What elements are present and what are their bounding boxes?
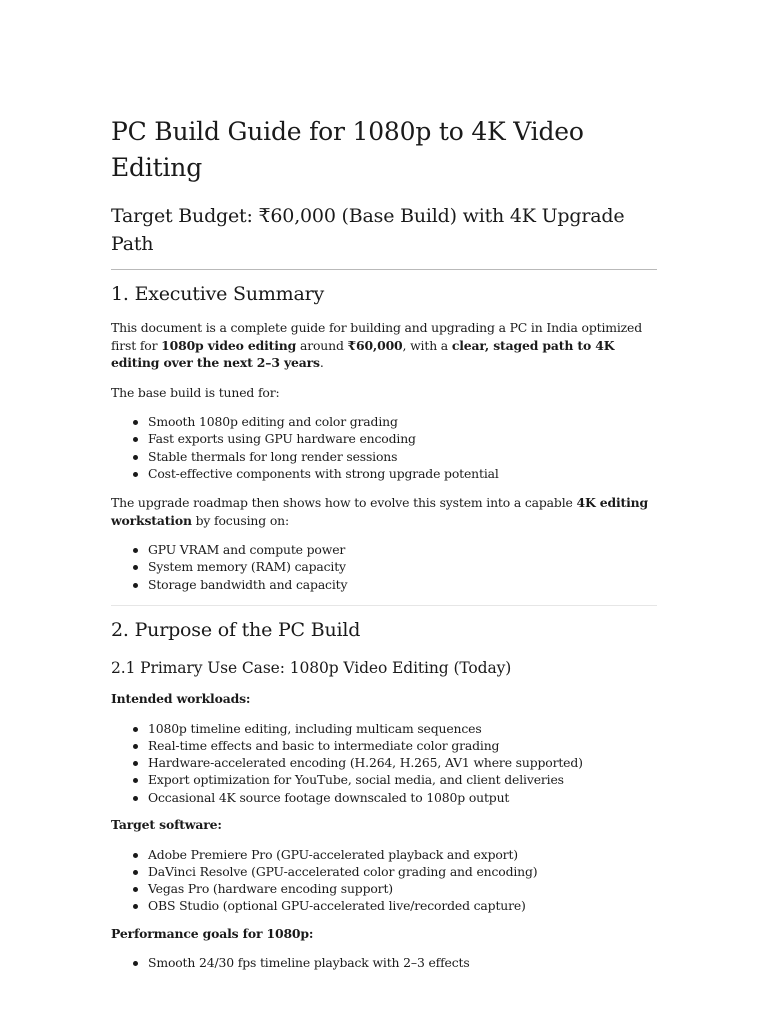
list-item: Storage bandwidth and capacity bbox=[148, 576, 657, 593]
software-label: Target software: bbox=[111, 817, 222, 833]
goals-list bbox=[111, 954, 657, 971]
document-title: PC Build Guide for 1080p to 4K Video Editing bbox=[111, 117, 584, 182]
list-item: Smooth 24/30 fps timeline playback with 2–3 effects bbox=[148, 954, 657, 971]
roadmap-list bbox=[111, 541, 657, 593]
list-item: Occasional 4K source footage downscaled to 1080p output bbox=[148, 789, 657, 806]
list-item: Vegas Pro (hardware encoding support) bbox=[148, 880, 657, 897]
list-item: GPU VRAM and compute power bbox=[148, 541, 657, 558]
list-item: 1080p timeline editing, including multicam sequences bbox=[148, 720, 657, 737]
intro-text: This document is a complete guide for building and upgrading a PC in India optimized first for bbox=[111, 320, 643, 353]
roadmap-text: by focusing on: bbox=[191, 512, 289, 528]
list-item: Hardware-accelerated encoding (H.264, H.265, AV1 where supported) bbox=[148, 754, 657, 771]
software-list bbox=[111, 846, 657, 915]
list-item: OBS Studio (optional GPU-accelerated live/recorded capture) bbox=[148, 897, 657, 914]
intro-bold-budget: ₹60,000 bbox=[347, 337, 403, 353]
goals-label: Performance goals for 1080p: bbox=[111, 925, 314, 941]
executive-summary-intro bbox=[111, 319, 657, 372]
section-heading-executive-summary: 1. Executive Summary bbox=[111, 283, 325, 305]
list-item: Export optimization for YouTube, social media, and client deliveries bbox=[148, 771, 657, 788]
tuned-for-label: The base build is tuned for: bbox=[111, 384, 280, 400]
intro-text: . bbox=[319, 355, 324, 370]
subsection-heading-primary-use-case: 2.1 Primary Use Case: 1080p Video Editing (Today) bbox=[111, 659, 512, 678]
title-divider bbox=[111, 269, 657, 270]
intro-text: around bbox=[296, 337, 348, 353]
list-item: DaVinci Resolve (GPU-accelerated color grading and encoding) bbox=[148, 863, 657, 880]
tuned-for-list bbox=[111, 413, 657, 482]
list-item: Smooth 1080p editing and color grading bbox=[148, 413, 657, 430]
intro-bold-1080p: 1080p video editing bbox=[161, 337, 297, 353]
section-divider bbox=[111, 605, 657, 606]
roadmap-text: The upgrade roadmap then shows how to evolve this system into a capable bbox=[111, 495, 577, 511]
document-subtitle: Target Budget: ₹60,000 (Base Build) with 4K Upgrade Path bbox=[111, 205, 625, 255]
list-item: Adobe Premiere Pro (GPU-accelerated playback and export) bbox=[148, 846, 657, 863]
intro-text: , with a bbox=[402, 337, 452, 353]
list-item: System memory (RAM) capacity bbox=[148, 558, 657, 575]
list-item: Cost-effective components with strong upgrade potential bbox=[148, 465, 657, 482]
roadmap-paragraph bbox=[111, 494, 657, 529]
intro-bold-path: clear, staged path to 4K editing over the next 2–3 years bbox=[111, 337, 615, 370]
list-item: Fast exports using GPU hardware encoding bbox=[148, 430, 657, 447]
workloads-label: Intended workloads: bbox=[111, 691, 251, 707]
list-item: Stable thermals for long render sessions bbox=[148, 448, 657, 465]
roadmap-bold-workstation: 4K editing workstation bbox=[111, 495, 649, 528]
section-heading-purpose: 2. Purpose of the PC Build bbox=[111, 619, 361, 642]
workloads-list bbox=[111, 720, 657, 806]
document-page bbox=[111, 114, 657, 972]
list-item: Real-time effects and basic to intermediate color grading bbox=[148, 737, 657, 754]
